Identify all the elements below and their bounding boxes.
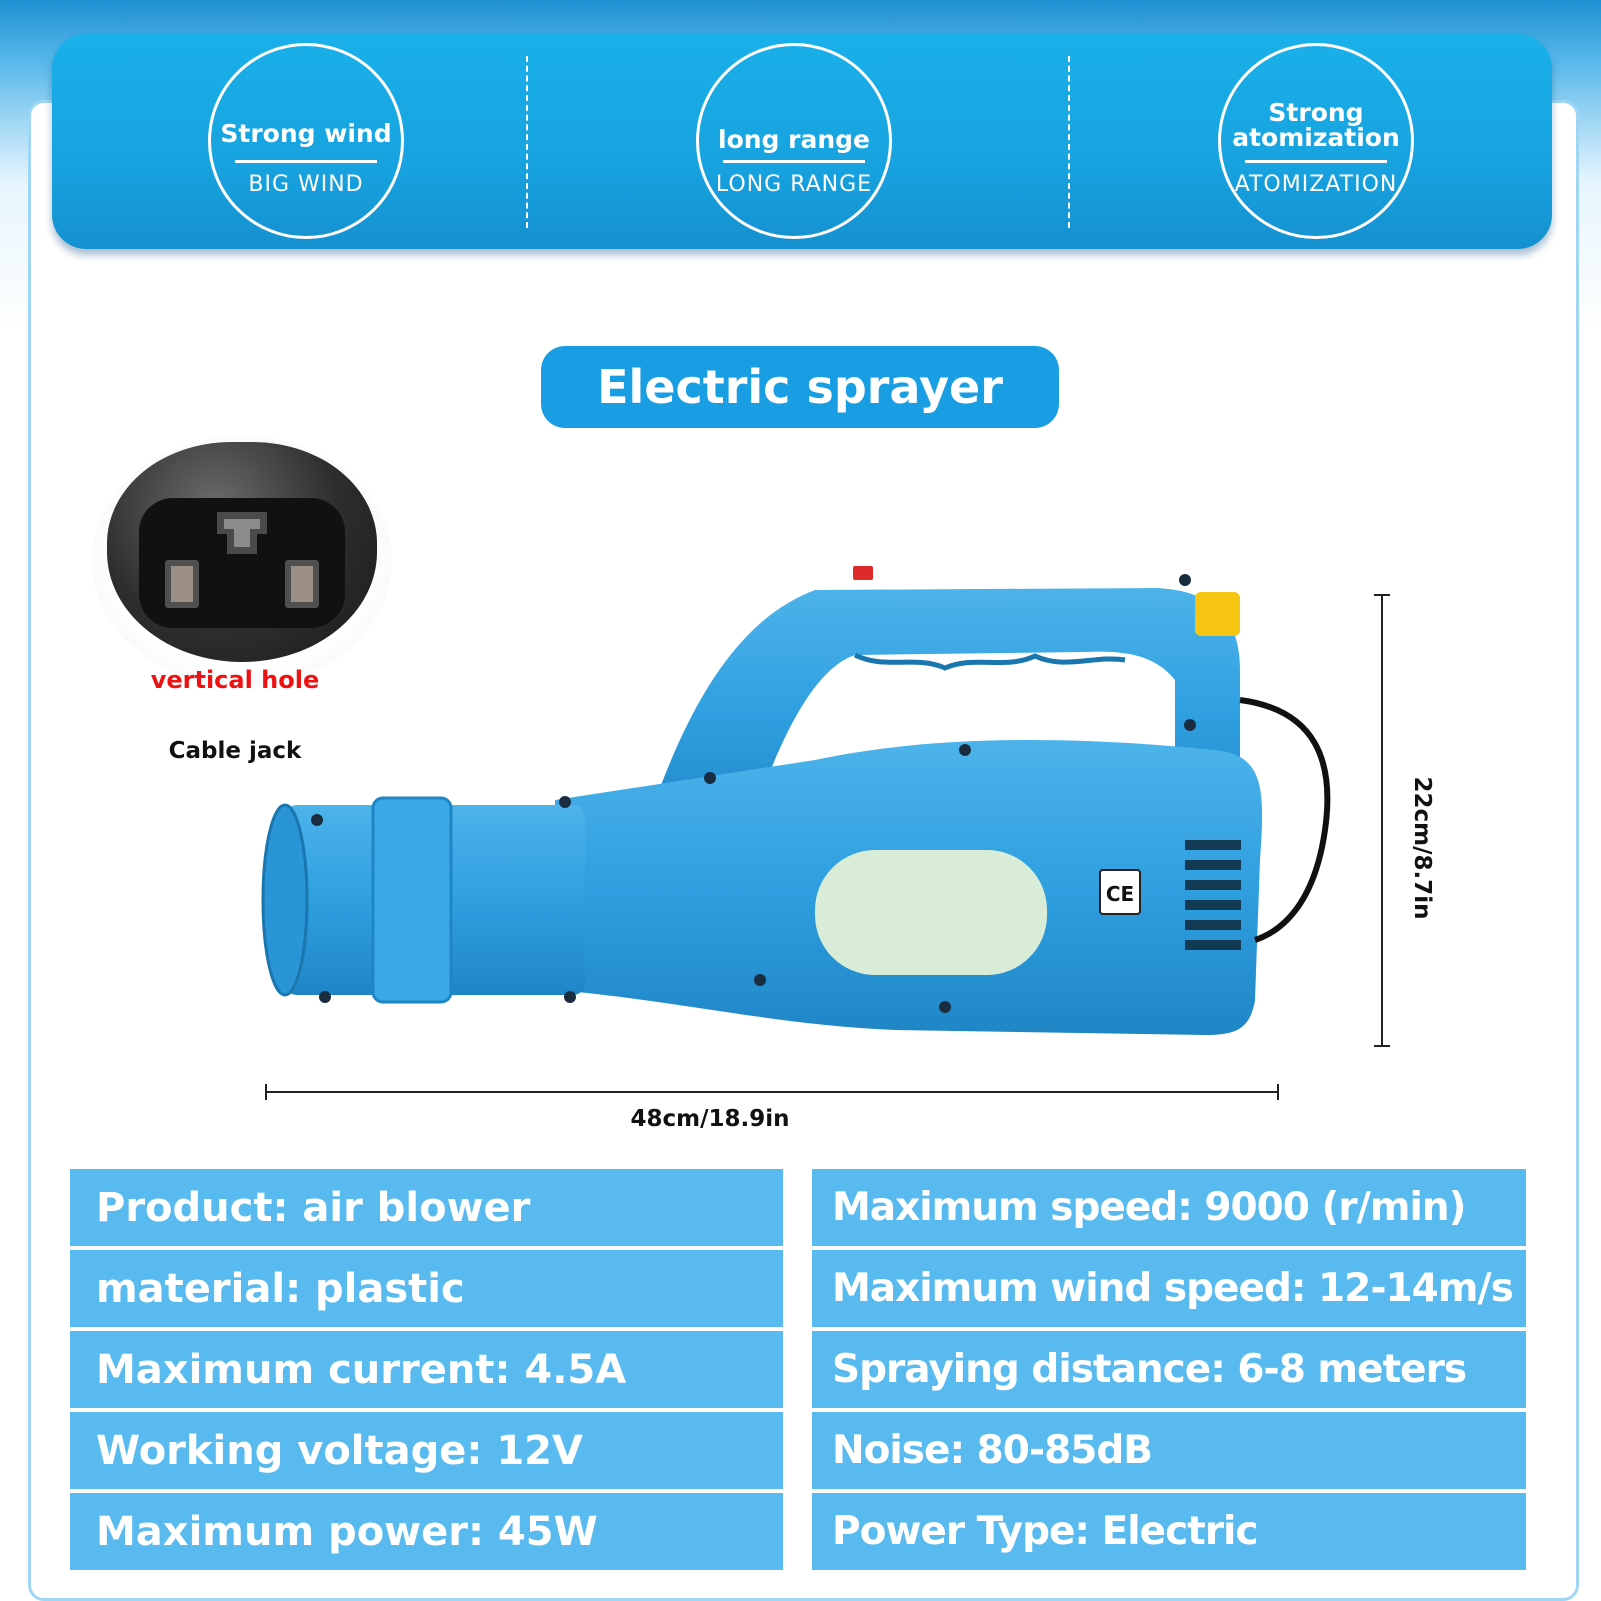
spec-material: material: plastic (70, 1250, 783, 1327)
spec-working-voltage: Working voltage: 12V (70, 1412, 783, 1489)
spec-label-plate (815, 850, 1047, 975)
banner-separator (526, 56, 528, 228)
height-dimension-label: 22cm/8.7in (1409, 776, 1435, 920)
feature-divider (723, 160, 865, 163)
handle-grip (855, 655, 1125, 668)
feature-strong-atomization (1218, 43, 1414, 239)
features-banner (52, 34, 1552, 249)
length-dimension-label: 48cm/18.9in (630, 1106, 790, 1132)
spec-power-type: Power Type: Electric (812, 1493, 1526, 1570)
feature-subtitle: BIG WIND (248, 172, 364, 197)
sprayer-image (255, 560, 1395, 1060)
power-switch (853, 566, 873, 580)
feature-long-range (696, 43, 892, 239)
cable-jack-caption: Cable jack (168, 738, 302, 764)
height-dimension-line (1381, 594, 1383, 1046)
feature-divider (1245, 160, 1387, 163)
banner-separator (1068, 56, 1070, 228)
spec-max-power: Maximum power: 45W (70, 1493, 783, 1570)
length-dimension-line (265, 1091, 1279, 1093)
feature-subtitle: ATOMIZATION (1234, 172, 1398, 197)
tube-collar (373, 798, 451, 1002)
feature-subtitle: LONG RANGE (715, 172, 873, 197)
feature-strong-wind (208, 43, 404, 239)
spec-spraying-distance: Spraying distance: 6-8 meters (812, 1331, 1526, 1408)
spec-max-current: Maximum current: 4.5A (70, 1331, 783, 1408)
spec-max-wind-speed: Maximum wind speed: 12-14m/s (812, 1250, 1526, 1327)
feature-title: Strong wind (220, 119, 392, 148)
feature-title: long range (718, 125, 870, 154)
product-title: Electric sprayer (541, 346, 1059, 428)
tube-opening (263, 805, 307, 995)
spec-max-speed: Maximum speed: 9000 (r/min) (812, 1169, 1526, 1246)
feature-title-line1: Strong (1268, 98, 1364, 127)
feature-divider (235, 160, 377, 163)
feature-title-line2: atomization (1232, 123, 1400, 152)
spec-product: Product: air blower (70, 1169, 783, 1246)
vertical-hole-label: vertical hole (150, 666, 320, 694)
spec-noise: Noise: 80-85dB (812, 1412, 1526, 1489)
ce-mark-text: CE (1105, 882, 1135, 906)
yellow-knob (1195, 592, 1240, 636)
